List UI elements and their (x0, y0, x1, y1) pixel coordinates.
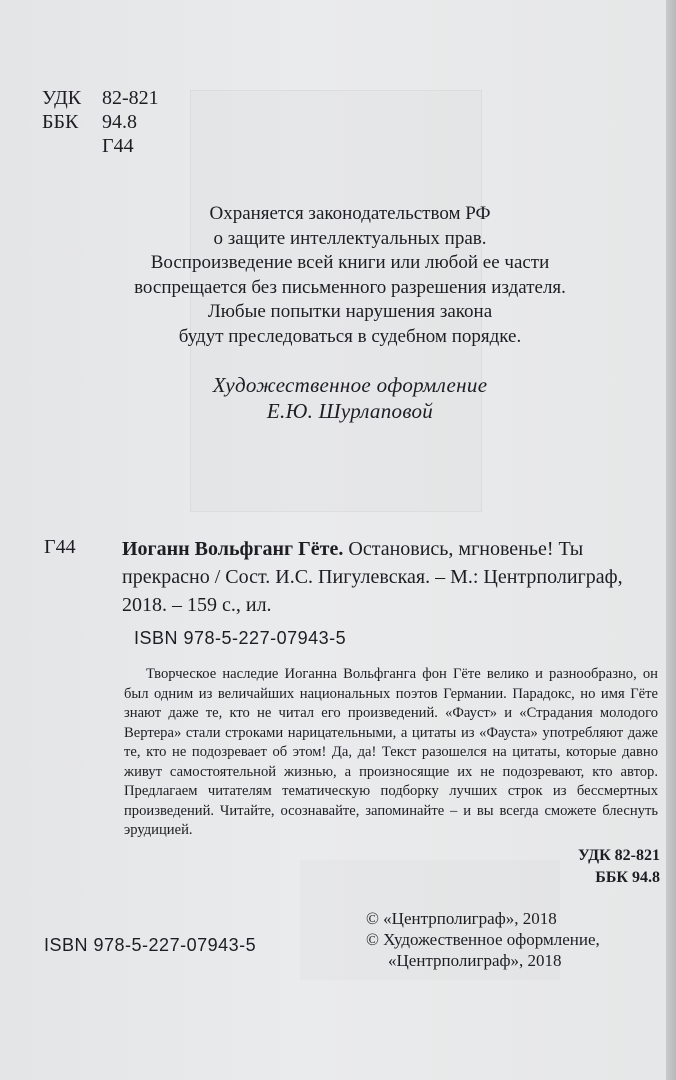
bottom-udk: УДК 82-821 (577, 847, 660, 864)
art-design-credit (100, 372, 600, 424)
udk-label: УДК (42, 87, 82, 109)
notice-line: Воспроизведение всей книги или любой ее части (150, 252, 550, 273)
bbk-row (42, 110, 159, 134)
bibliographic-record (122, 535, 662, 619)
author-mark: Г44 (102, 135, 134, 157)
notice-line: Охраняется законодательством РФ (209, 203, 491, 224)
bbk-label: ББК (42, 111, 79, 133)
copyright-block (366, 908, 600, 971)
notice-line: Любые попытки нарушения закона (207, 301, 493, 322)
udk-row (42, 86, 159, 110)
notice-line: будут преследоваться в судебном порядке. (178, 325, 522, 347)
book-author: Иоганн Вольфганг Гёте. (122, 538, 344, 560)
annotation (124, 665, 658, 841)
isbn-footer: ISBN 978-5-227-07943-5 (44, 935, 257, 955)
classification-codes (42, 86, 159, 158)
notice-line: о защите интеллектуальных прав. (213, 227, 487, 249)
art-design-label: Художественное оформление (212, 373, 488, 397)
annotation-text: Творческое наследие Иоганна Вольфганга фон Гёте велико и разнообразно, он был одним из величайших национальных поэтов Германии. Парадокс, но имя Гёте знают даже те, кто не читал его произведений. «Фауст» и «Страдания молодого Вертера» стали строками нарицательными, а цитаты из «Фауста» употребляют даже те, кто не подозревает об этом! Да, да! Текст разошелся на цитаты, которые давно живут самостоятельной жизнью, а произносящие их не подозревают, кто автор. Предлагаем читателям тематическую подборку лучших строк из бессмертных произведений. Читайте, осознавайте, запоминайте – и вы всегда сможете блеснуть эрудицией. (124, 666, 658, 838)
udk-value: 82-821 (102, 87, 159, 109)
notice-line: воспрещается без письменного разрешения издателя. (134, 276, 566, 298)
bibliographic-mark: Г44 (44, 536, 76, 558)
book-description: Остановись, мгновенье! Ты прекрасно / Сост. И.С. Пигулевская. – М.: Центрполиграф, 2018. – 159 с., ил. (122, 538, 623, 616)
copyright-notice (100, 202, 600, 349)
isbn-record: ISBN 978-5-227-07943-5 (134, 628, 347, 648)
page-edge (666, 0, 676, 1080)
copyright-line: © Художественное оформление, (366, 930, 600, 949)
art-designer-name: Е.Ю. Шурлаповой (266, 399, 434, 423)
author-mark-row (42, 134, 159, 158)
bottom-bbk: ББК 94.8 (595, 869, 660, 886)
copyright-line: © «Центрполиграф», 2018 (366, 909, 557, 928)
copyright-line: «Центрполиграф», 2018 (388, 951, 562, 970)
bottom-classification (520, 845, 660, 889)
bbk-value: 94.8 (102, 111, 137, 133)
